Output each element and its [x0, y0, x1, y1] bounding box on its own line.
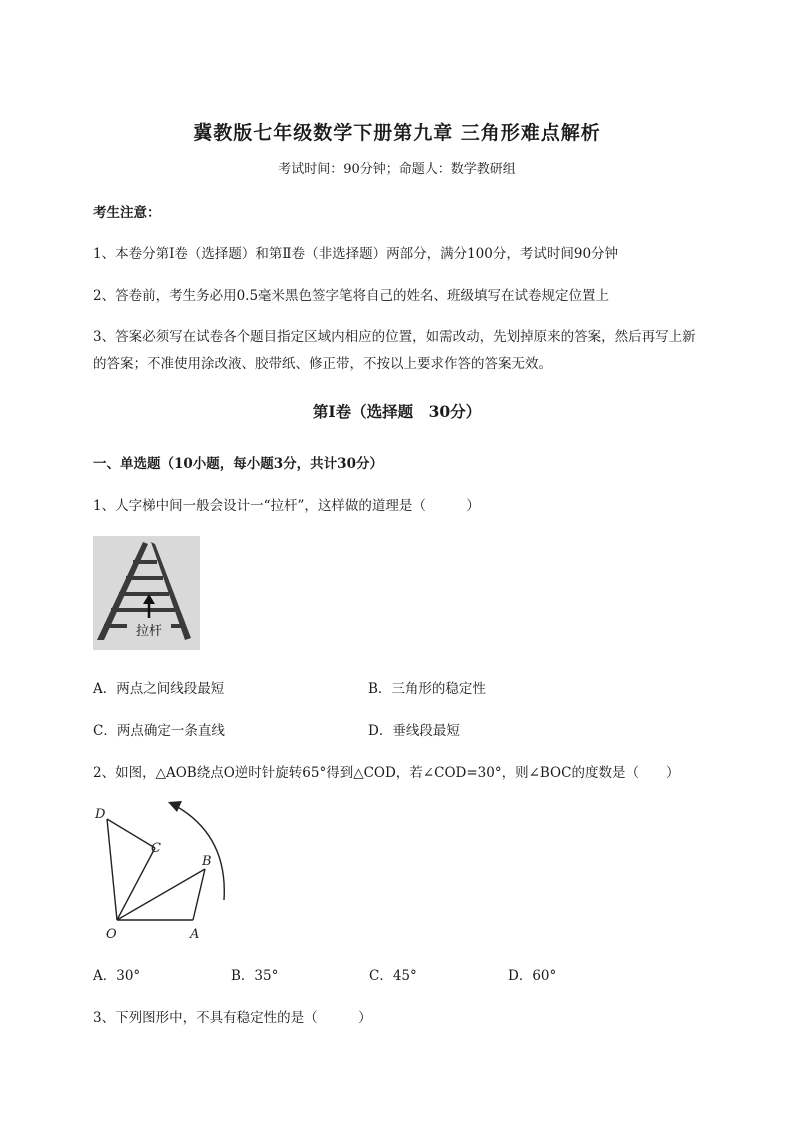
notice-heading: 考生注意：: [93, 205, 161, 221]
rotation-figure: [88, 796, 248, 944]
point-o-label: O: [106, 927, 117, 942]
q2-option-a: A．30°: [93, 968, 141, 984]
ladder-label: 拉杆: [135, 624, 163, 639]
question-2-stem: 2、如图，△AOB绕点O逆时针旋转65°得到△COD，若∠COD=30°，则∠BOC的度数是（ ）: [93, 765, 680, 781]
exam-info: 考试时间：90分钟；命题人：数学教研组: [278, 162, 516, 177]
point-b-label: B: [202, 854, 212, 869]
point-a-label: A: [190, 927, 200, 942]
section-title: 第I卷（选择题 30分）: [312, 402, 482, 421]
notice-item-3: 3、答案必须写在试卷各个题目指定区域内相应的位置，如需改动，先划掉原来的答案，然后再写上新: [93, 329, 696, 345]
ladder-figure: [93, 536, 200, 650]
q2-option-b: B．35°: [231, 968, 279, 984]
q1-option-a: A．两点之间线段最短: [93, 681, 225, 697]
point-c-label: C: [151, 841, 161, 856]
q1-option-c: C．两点确定一条直线: [93, 723, 225, 739]
notice-item-1: 1、本卷分第I卷（选择题）和第Ⅱ卷（非选择题）两部分，满分100分，考试时间90分钟: [93, 246, 619, 262]
rotation-diagram: [88, 796, 248, 944]
q1-option-d: D．垂线段最短: [368, 723, 460, 739]
notice-item-3-cont: 的答案；不准使用涂改液、胶带纸、修正带，不按以上要求作答的答案无效。: [93, 356, 552, 372]
q2-option-c: C．45°: [369, 968, 417, 984]
ladder-image: [93, 536, 200, 650]
q2-option-d: D．60°: [508, 968, 557, 984]
question-3-stem: 3、下列图形中，不具有稳定性的是（ ）: [93, 1010, 372, 1026]
part-heading: 一、单选题（10小题，每小题3分，共计30分）: [93, 456, 383, 472]
page-title: 冀教版七年级数学下册第九章 三角形难点解析: [193, 122, 601, 144]
q1-option-b: B．三角形的稳定性: [368, 681, 486, 697]
question-1-stem: 1、人字梯中间一般会设计一“拉杆”，这样做的道理是（ ）: [93, 498, 480, 514]
rotation-arrow-icon: [168, 801, 182, 812]
point-d-label: D: [95, 807, 106, 822]
notice-item-2: 2、答卷前，考生务必用0.5毫米黑色签字笔将自己的姓名、班级填写在试卷规定位置上: [93, 288, 610, 304]
